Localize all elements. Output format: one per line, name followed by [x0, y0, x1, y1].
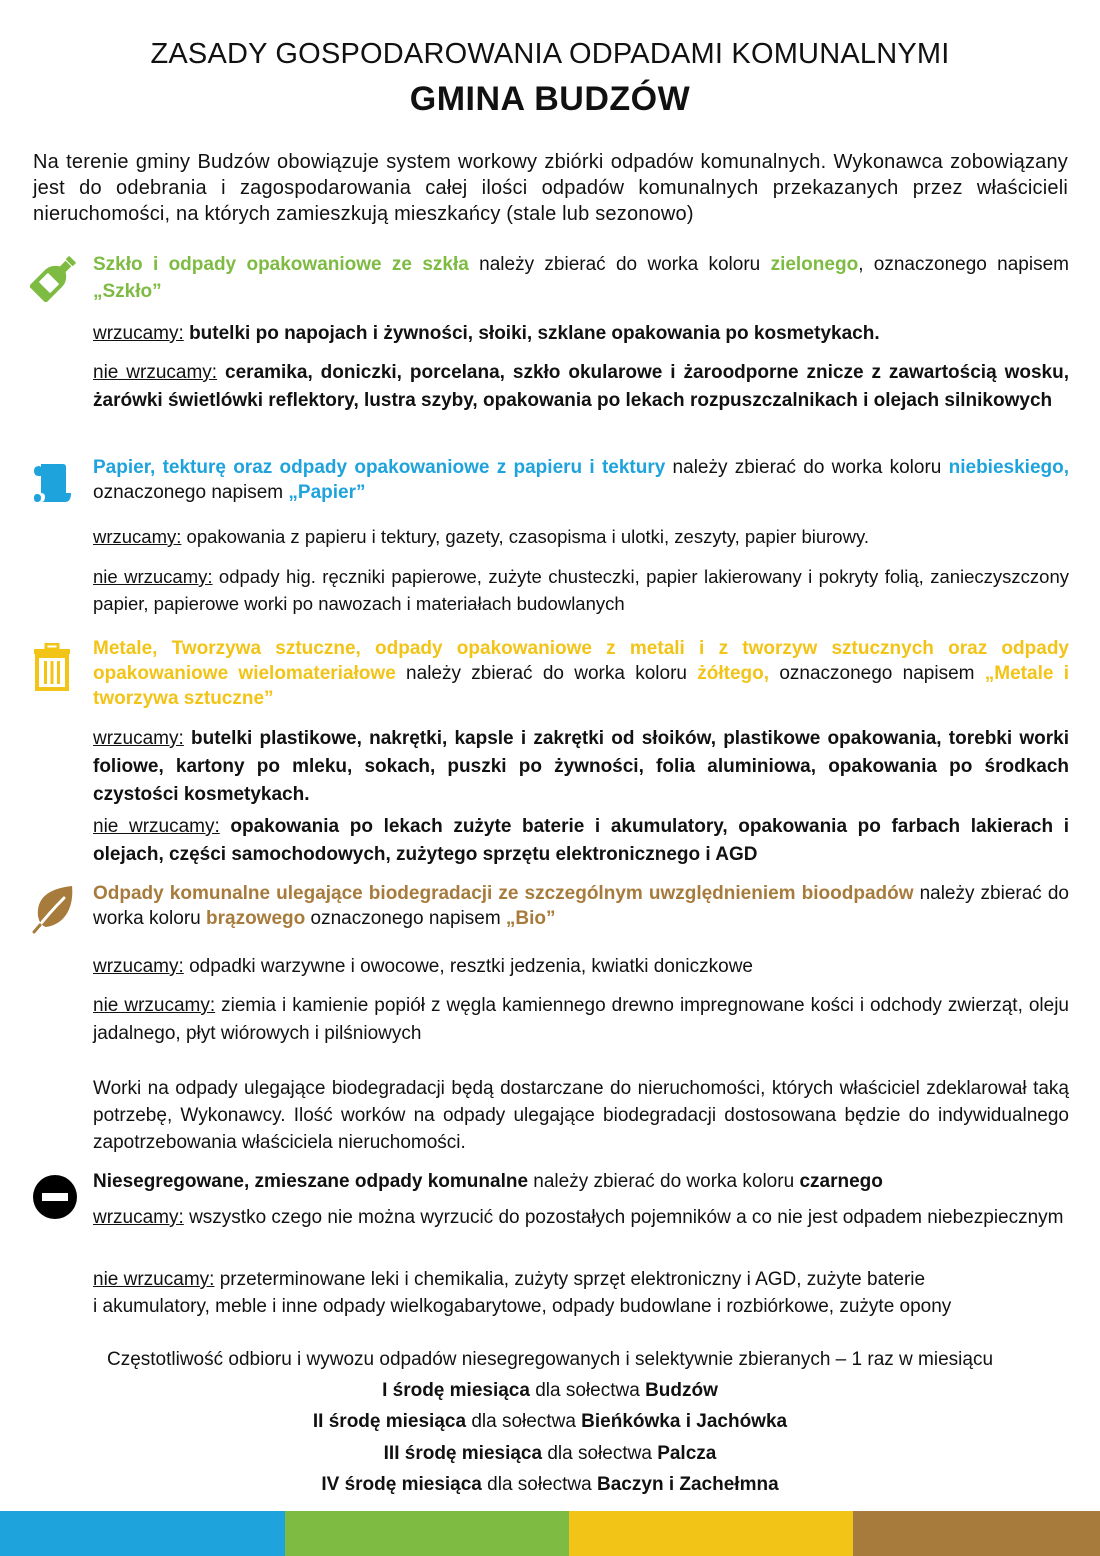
glass-forbidden: nie wrzucamy: ceramika, doniczki, porcelana, szkło okularowe i żaroodporne znicze z zawartością wosku, żarówki świetlówki reflektory, lustra szyby, opakowania po lekach rozpuszczalnikach i olejach silnikowych [93, 362, 1069, 411]
leaf-icon [32, 884, 76, 934]
footer-bar-green [285, 1511, 569, 1556]
plastic-bag-label: „Metale i tworzywa sztuczne” [93, 663, 1069, 709]
paper-bag-label: „Papier” [288, 482, 366, 503]
bio-description: Odpady komunalne ulegające biodegradacji ze szczególnym uwzględnieniem bioodpadów należy zbierać do worka koloru brązowego oznaczonego napisem „Bio” [93, 883, 1069, 929]
paper-category-name: Papier, tekturę oraz odpady opakowaniowe z papieru i tektury [93, 457, 666, 478]
trash-bin-icon [32, 643, 72, 691]
bottle-icon [30, 252, 80, 302]
paper-description: Papier, tekturę oraz odpady opakowaniowe z papieru i tektury należy zbierać do worka koloru niebieskiego, oznaczonego napisem „Papier” [93, 457, 1069, 503]
paper-bag-color: niebieskiego, [948, 457, 1069, 478]
schedule-row: II środę miesiąca dla sołectwa Bieńkówka i Jachówka [312, 1411, 788, 1432]
bio-category-name: Odpady komunalne ulegające biodegradacji ze szczególnym uwzględnieniem bioodpadów [93, 883, 914, 904]
footer-bar-blue [0, 1511, 285, 1556]
schedule-row: I środę miesiąca dla sołectwa Budzów [382, 1380, 718, 1401]
bio-forbidden: nie wrzucamy: ziemia i kamienie popiół z węgla kamiennego drewno impregnowane kości i odchody zwierząt, oleju jadalnego, płyt wiórowych i pilśniowych [93, 995, 1069, 1044]
bio-bag-label: „Bio” [505, 908, 556, 929]
schedule-row: III środę miesiąca dla sołectwa Palcza [383, 1443, 717, 1464]
paper-scroll-icon [33, 462, 73, 506]
plastic-allowed: wrzucamy: butelki plastikowe, nakrętki, kapsle i zakrętki od słoików, plastikowe opakowania, torebki worki foliowe, kartony po mleku, sokach, puszki po żywności, folia aluminiowa, opakowania po środkach czystości kosmetykach. [93, 728, 1069, 805]
paper-forbidden: nie wrzucamy: odpady hig. ręczniki papierowe, zużyte chusteczki, papier lakierowany i pokryty folią, zanieczyszczony papier, papierowe worki po nawozach i materiałach budowlanych [93, 566, 1069, 614]
glass-bag-label: „Szkło” [93, 281, 162, 302]
frequency-intro: Częstotliwość odbioru i wywozu odpadów niesegregowanych i selektywnie zbieranych – 1 raz w miesiącu [106, 1349, 994, 1370]
glass-bag-color: zielonego [770, 254, 859, 275]
footer-bar-yellow [569, 1511, 853, 1556]
mixed-description: Niesegregowane, zmieszane odpady komunalne należy zbierać do worka koloru czarnego [93, 1171, 883, 1192]
footer-bar-brown [853, 1511, 1100, 1556]
glass-description: Szkło i odpady opakowaniowe ze szkła należy zbierać do worka koloru zielonego, oznaczonego napisem „Szkło” [93, 254, 1069, 302]
schedule-row: IV środę miesiąca dla sołectwa Baczyn i Zachełmna [321, 1474, 779, 1495]
glass-allowed: wrzucamy: butelki po napojach i żywności, słoiki, szklane opakowania po kosmetykach. [93, 323, 880, 344]
no-entry-icon [32, 1174, 78, 1220]
bio-bags-note: Worki na odpady ulegające biodegradacji będą dostarczane do nieruchomości, których właściciel zdeklarował taką potrzebę, Wykonawcy. Ilość worków na odpady ulegające biodegradacji dostosowana będzie do indywidualnego zapotrzebowania właściciela nieruchomości. [93, 1078, 1069, 1153]
page-title: ZASADY GOSPODAROWANIA ODPADAMI KOMUNALNYMI [150, 38, 950, 70]
plastic-category-name: Metale, Tworzywa sztuczne, odpady opakowaniowe z metali i z tworzyw sztucznych oraz odpady opakowaniowe wielomateriałowe [93, 638, 1069, 684]
plastic-description: Metale, Tworzywa sztuczne, odpady opakowaniowe z metali i z tworzyw sztucznych oraz odpady opakowaniowe wielomateriałowe należy zbierać do worka koloru żółtego, oznaczonego napisem „Metale i tworzywa sztuczne” [93, 638, 1069, 709]
paper-allowed: wrzucamy: opakowania z papieru i tektury, gazety, czasopisma i ulotki, zeszyty, papier biurowy. [93, 526, 869, 547]
page-subtitle: GMINA BUDZÓW [409, 80, 691, 118]
bio-allowed: wrzucamy: odpadki warzywne i owocowe, resztki jedzenia, kwiatki doniczkowe [93, 956, 753, 977]
mixed-allowed: wrzucamy: wszystko czego nie można wyrzucić do pozostałych pojemników a co nie jest odpadem niebezpiecznym [93, 1207, 1064, 1228]
mixed-bag-color: czarnego [799, 1171, 883, 1192]
bio-bag-color: brązowego [206, 908, 306, 929]
mixed-forbidden: nie wrzucamy: przeterminowane leki i chemikalia, zużyty sprzęt elektroniczny i AGD, zużyte baterie i akumulatory, meble i inne odpady wielkogabarytowe, odpady budowlane i rozbiórkowe, zużyte opony [93, 1269, 952, 1317]
plastic-forbidden: nie wrzucamy: opakowania po lekach zużyte baterie i akumulatory, opakowania po farbach lakierach i olejach, części samochodowych, zużytego sprzętu elektronicznego i AGD [93, 816, 1070, 865]
plastic-bag-color: żółtego, [697, 663, 770, 684]
glass-category-name: Szkło i odpady opakowaniowe ze szkła [93, 254, 469, 275]
intro-text: Na terenie gminy Budzów obowiązuje system workowy zbiórki odpadów komunalnych. Wykonawca zobowiązany jest do odebrania i zagospodarowania całej ilości odpadów komunalnych przekazanych przez właścicieli nieruchomości, na których zamieszkują mieszkańcy (stale lub sezonowo) [33, 151, 1068, 225]
mixed-category-name: Niesegregowane, zmieszane odpady komunalne [93, 1171, 529, 1192]
